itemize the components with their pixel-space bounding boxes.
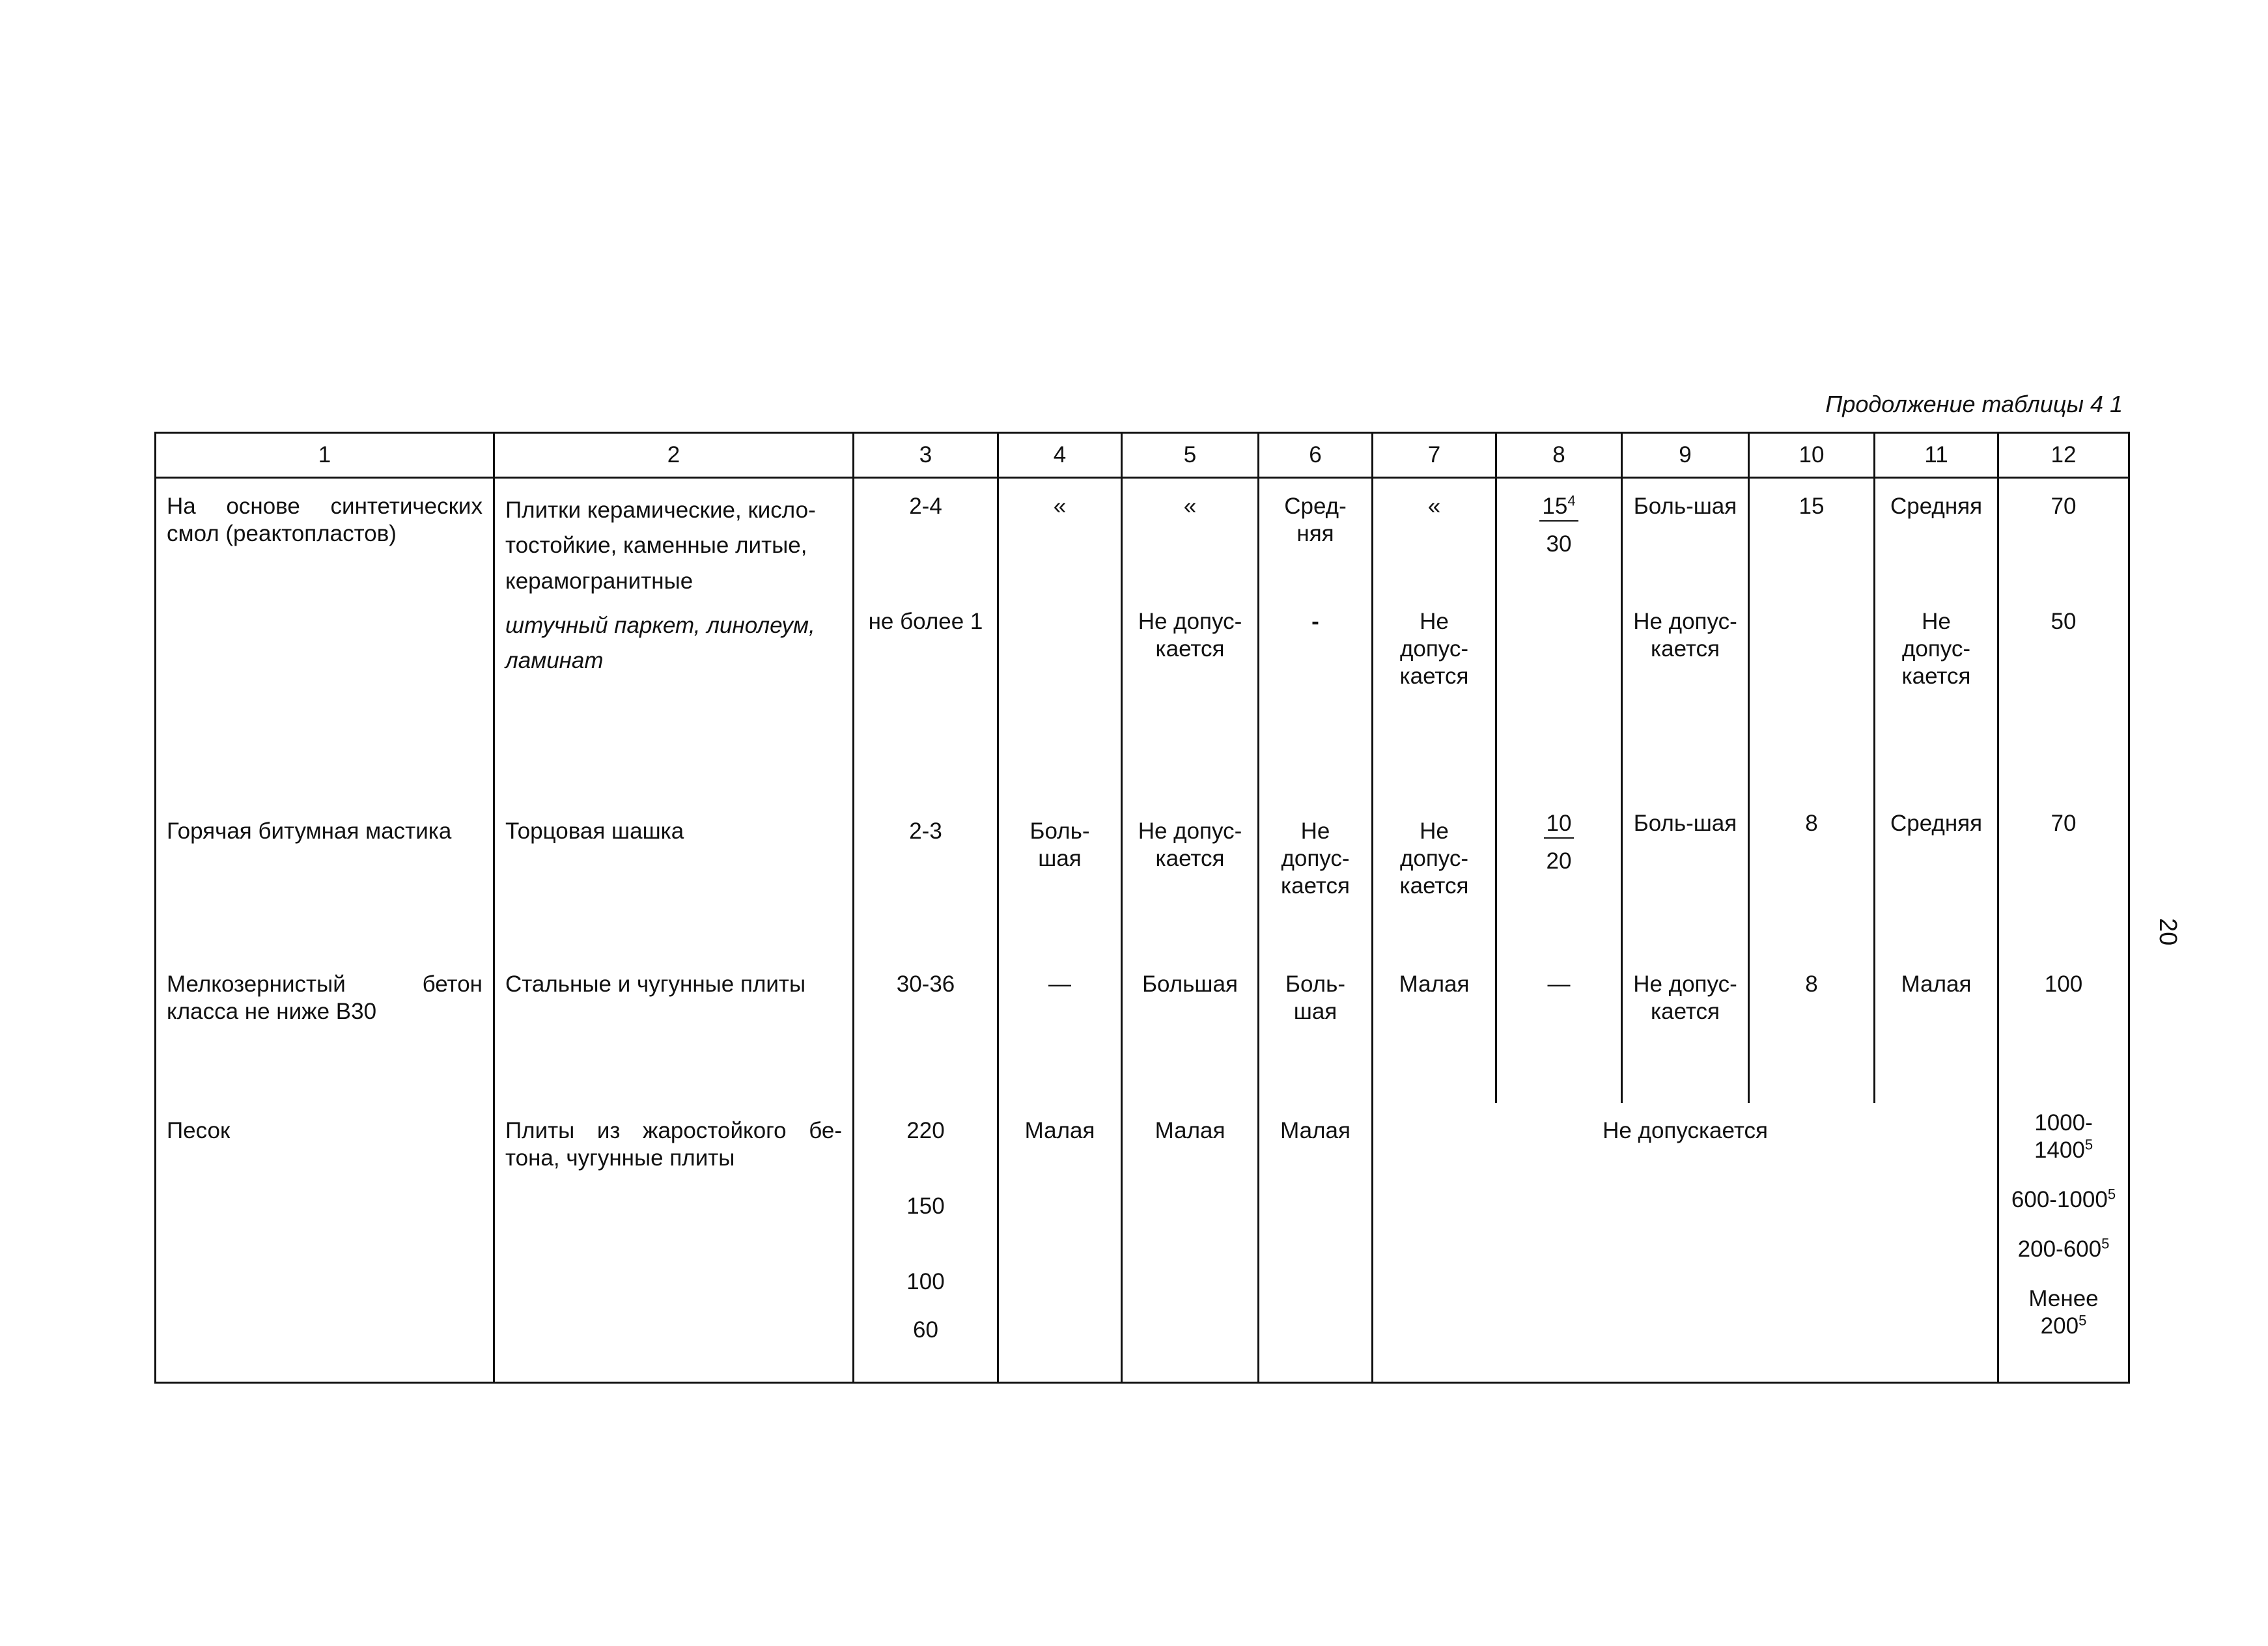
- cell: 70: [1998, 478, 2129, 608]
- table-row: [156, 478, 2129, 608]
- cell: Не допус-кается: [1373, 803, 1496, 956]
- cell: 50: [1998, 608, 2129, 803]
- col-header: 2: [494, 433, 854, 478]
- cell: Не допус-кается: [1875, 608, 1998, 803]
- cell: —: [1496, 956, 1622, 1103]
- list-item: Менее $200^5$: [2028, 1285, 2099, 1339]
- cell: Не допус-кается: [1622, 608, 1749, 803]
- cell-base-material: Мелкозернистый бетон класса не ниже В30: [156, 956, 494, 1103]
- cell: Сред-няя: [1259, 478, 1373, 608]
- cell: Боль-шая: [1259, 956, 1373, 1103]
- cell: Не допус-кается: [1373, 608, 1496, 803]
- cell-empty: [1749, 608, 1875, 803]
- cell: 2-4: [854, 478, 998, 608]
- cell: «: [1373, 478, 1496, 608]
- cell: Малая: [1373, 956, 1496, 1103]
- fraction-denominator: 30: [1546, 531, 1572, 557]
- fraction: [1544, 810, 1575, 875]
- cell: 2-3: [854, 803, 998, 956]
- cell-coating: Плиты из жаростойкого бе-тона, чугунные плиты: [494, 1103, 854, 1383]
- cell-coating: Торцовая шашка: [494, 803, 854, 956]
- cell-base-material: На основе синтетических смол (реактопластов): [156, 478, 494, 803]
- cell-coating: штучный паркет, линолеум, ламинат: [494, 608, 854, 803]
- table-continuation-caption: Продолжение таблицы 4 1: [1825, 391, 2123, 417]
- cell: Средняя: [1875, 803, 1998, 956]
- cell-list: [1998, 1103, 2129, 1383]
- col-header: 11: [1875, 433, 1998, 478]
- cell-coating: Стальные и чугунные плиты: [494, 956, 854, 1103]
- cell: 8: [1749, 803, 1875, 956]
- cell-base-material: Горячая битумная мастика: [156, 803, 494, 956]
- cell: Боль-шая: [998, 803, 1122, 956]
- cell-coating: Плитки керамические, кисло-тостойкие, каменные литые, керамогранитные: [494, 478, 854, 608]
- cell: Малая: [1259, 1103, 1373, 1383]
- col-header: 4: [998, 433, 1122, 478]
- cell: Не допус-кается: [1622, 956, 1749, 1103]
- col-header: 12: [1998, 433, 2129, 478]
- cell-base-material: Песок: [156, 1103, 494, 1383]
- list-item: 100: [906, 1268, 945, 1294]
- cell-empty: [998, 608, 1122, 803]
- col-header: 5: [1122, 433, 1259, 478]
- cell: Боль-шая: [1622, 803, 1749, 956]
- cell: Средняя: [1875, 478, 1998, 608]
- list-item: 60: [913, 1317, 938, 1343]
- col-header: 7: [1373, 433, 1496, 478]
- cell: Малая: [1875, 956, 1998, 1103]
- cell: Малая: [1122, 1103, 1259, 1383]
- table-row: [156, 803, 2129, 956]
- table-row: [156, 956, 2129, 1103]
- cell: Большая: [1122, 956, 1259, 1103]
- header-row: [156, 433, 2129, 478]
- cell: 8: [1749, 956, 1875, 1103]
- list-item: 1000-1400$^5$: [2034, 1109, 2093, 1163]
- cell-merged: Не допускается: [1373, 1103, 1998, 1383]
- page-number: 20: [2154, 918, 2181, 946]
- cell: Малая: [998, 1103, 1122, 1383]
- fraction-numerator: 10: [1544, 810, 1575, 839]
- list-item: 220: [906, 1117, 945, 1143]
- data-table: [154, 432, 2130, 1384]
- col-header: 9: [1622, 433, 1749, 478]
- cell: —: [998, 956, 1122, 1103]
- cell-empty: [1496, 608, 1622, 803]
- fraction-denominator: 20: [1546, 848, 1572, 874]
- list-item: 150: [906, 1193, 945, 1219]
- cell: Не допус-кается: [1122, 803, 1259, 956]
- cell: Не допус-кается: [1122, 608, 1259, 803]
- cell: 70: [1998, 803, 2129, 956]
- cell: Не допус-кается: [1259, 803, 1373, 956]
- col-header: 8: [1496, 433, 1622, 478]
- cell: 100: [1998, 956, 2129, 1103]
- cell: 15: [1749, 478, 1875, 608]
- col-header: 1: [156, 433, 494, 478]
- table-row: [156, 1103, 2129, 1383]
- cell: 30-36: [854, 956, 998, 1103]
- col-header: 10: [1749, 433, 1875, 478]
- cell-fraction: [1496, 478, 1622, 608]
- cell: «: [998, 478, 1122, 608]
- col-header: 3: [854, 433, 998, 478]
- cell: «: [1122, 478, 1259, 608]
- col-header: 6: [1259, 433, 1373, 478]
- fraction-numerator: $15^4$: [1539, 493, 1578, 522]
- cell-fraction: [1496, 803, 1622, 956]
- fraction: [1539, 493, 1578, 558]
- cell: -: [1259, 608, 1373, 803]
- list-item: 600-1000$^5$: [2011, 1185, 2116, 1212]
- list-item: $200-600^5$: [2017, 1234, 2110, 1262]
- cell: не более 1: [854, 608, 998, 803]
- cell: Боль-шая: [1622, 478, 1749, 608]
- cell-list: [854, 1103, 998, 1383]
